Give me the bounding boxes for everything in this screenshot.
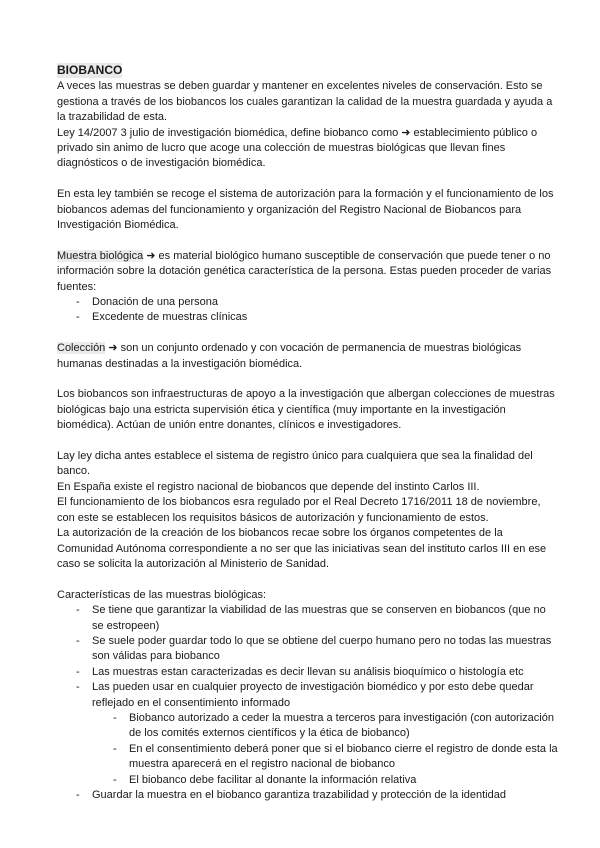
list-item: - Excedente de muestras clínicas: [57, 310, 560, 325]
muestra-term: Muestra biológica: [57, 249, 144, 262]
muestra-definition-text: ➜ es material biológico humano susceptible de conservación que puede tener o no información sobre la dotación genética característica de la persona. Estas pueden proceder de varias fuentes:: [57, 249, 552, 293]
law-registry-paragraph: En esta ley también se recoge el sistema de autorización para la formación y el funcionamiento de los biobancos ademas del funcionamiento y organización del Registro Nacional de Biobancos para Investigación Biomédica.: [57, 188, 554, 232]
list-item: - Se tiene que garantizar la viabilidad de las muestras que se conserven en biobancos (que no se estropeen): [57, 603, 560, 634]
list-item: - Las muestras estan caracterizadas es decir llevan su análisis bioquímico o histología etc: [57, 665, 560, 680]
intro-paragraph: A veces las muestras se deben guardar y mantener en excelentes niveles de conservación. Esto se gestiona a través de los biobancos los cuales garantizan la calidad de la muestra guardada y ayuda a la trazabilidad de esta.: [57, 80, 553, 124]
coleccion-definition: [57, 341, 560, 372]
consent-sublist: [92, 711, 560, 788]
sublist-item: - El biobanco debe facilitar al donante la información relativa: [92, 773, 560, 788]
list-item: - Se suele poder guardar todo lo que se obtiene del cuerpo humano pero no todas las muestras son válidas para biobanco: [57, 634, 560, 665]
royal-decree-paragraph: El funcionamiento de los biobancos esra regulado por el Real Decreto 1716/2011 18 de noviembre, con este se establecen los requisitos básicos de autorización y funcionamiento de estos.: [57, 496, 541, 524]
spacer: [57, 434, 560, 449]
registry-paragraph: Lay ley dicha antes establece el sistema de registro único para cualquiera que sea la finalidad del banco.: [57, 450, 533, 478]
coleccion-definition-text: ➜ son un conjunto ordenado y con vocación de permanencia de muestras biológicas humanas destinadas a la investigación biomédica.: [57, 342, 522, 370]
coleccion-term: Colección: [57, 342, 106, 355]
muestra-sources-list: [57, 295, 560, 326]
spain-registry-paragraph: En España existe el registro nacional de biobancos que depende del instinto Carlos III.: [57, 480, 480, 493]
characteristics-list: [57, 603, 560, 803]
spacer: [57, 172, 560, 187]
document-title: BIOBANCO: [57, 63, 123, 77]
spacer: [57, 372, 560, 387]
authorization-paragraph: La autorización de la creación de los biobancos recae sobre los órganos competentes de la Comunidad Autónoma correspondiente a no ser que las iniciativas sean del instituto carlos III en ese caso se solicita la autorización al Ministerio de Sanidad.: [57, 527, 547, 570]
spacer: [57, 326, 560, 341]
infrastructure-paragraph: Los biobancos son infraestructuras de apoyo a la investigación que albergan colecciones de muestras biológicas bajo una estricta supervisión ética y científica (muy importante en la investigación biomédica). Actúan de unión entre donantes, clínicos e investigadores.: [57, 388, 555, 432]
law-definition-paragraph: Ley 14/2007 3 julio de investigación biomédica, define biobanco como ➜ establecimiento público o privado sin animo de lucro que acoge una colección de muestras biológicas que llevan fines diagnósticos o de investigación biomédica.: [57, 126, 538, 170]
muestra-definition: [57, 249, 560, 295]
spacer: [57, 572, 560, 587]
sublist-item: - En el consentimiento deberá poner que si el biobanco cierre el registro de donde esta la muestra aparecerá en el registro nacional de biobanco: [92, 742, 560, 773]
list-item: - Guardar la muestra en el biobanco garantiza trazabilidad y protección de la identidad: [57, 788, 560, 803]
list-item: [57, 680, 560, 788]
list-item: - Donación de una persona: [57, 295, 560, 310]
characteristics-heading: Características de las muestras biológicas:: [57, 588, 267, 601]
spacer: [57, 233, 560, 248]
sublist-item: - Biobanco autorizado a ceder la muestra a terceros para investigación (con autorización de los comités externos científicos y la ética de biobanco): [92, 711, 560, 742]
document-body: [57, 63, 560, 803]
list-item-text: Las pueden usar en cualquier proyecto de investigación biomédico y por esto debe quedar reflejado en el consentimiento informado: [92, 681, 534, 709]
